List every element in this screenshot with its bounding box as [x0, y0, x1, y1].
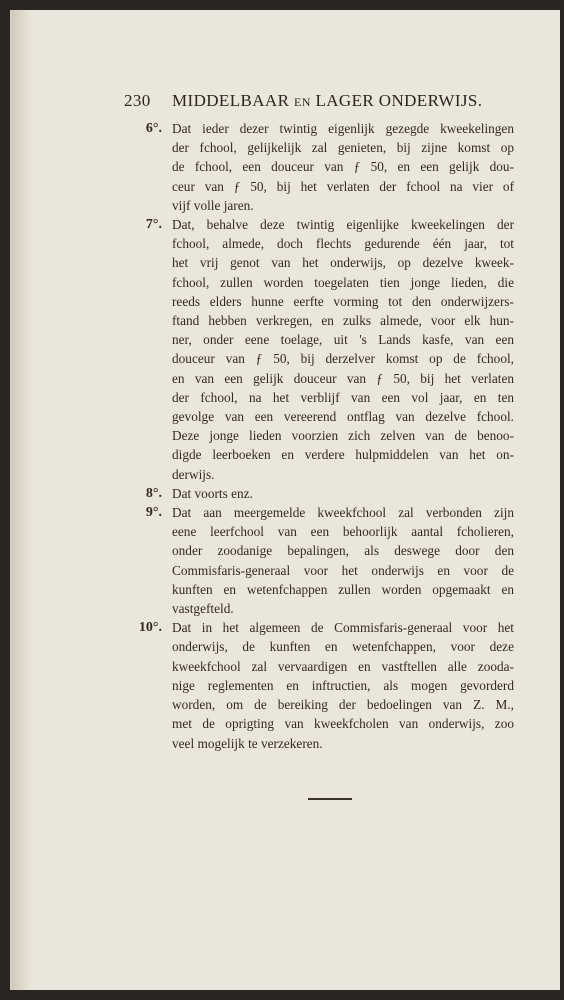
text-line: onder zoodanige bepalingen, als deswege door den [172, 543, 514, 559]
header-title-part1: MIDDELBAAR [172, 91, 290, 110]
text-line: vijf volle jaren. [172, 197, 254, 213]
item-number: 9°. [145, 505, 162, 521]
text-line: Dat voorts enz. [172, 485, 253, 501]
text-line: der fchool, na het verblijf van een vol jaar, en ten [172, 389, 514, 405]
text-line: kweekfchool zal vervaardigen en vastftellen alle zooda- [172, 658, 514, 674]
text-line: met de oprigting van kweekfcholen van onderwijs, zoo [172, 716, 514, 732]
text-line: kunften en wetenfchappen zullen worden opgemaakt en [172, 581, 514, 597]
text-line: de fchool, een douceur van ƒ 50, en een gelijk dou- [172, 159, 514, 175]
article-item [124, 119, 514, 215]
article-item [124, 215, 514, 484]
text-line: Dat aan meergemelde kweekfchool zal verbonden zijn [172, 505, 514, 521]
text-line: eene leerfchool van een behoorlijk aantal fcholieren, [172, 524, 514, 540]
text-line: en van een gelijk douceur van ƒ 50, bij het verlaten [172, 370, 514, 386]
article-item [124, 618, 514, 752]
text-line: derwijs. [172, 466, 215, 482]
article-item [124, 484, 514, 503]
header-title-small: EN [294, 95, 311, 109]
item-number: 10°. [138, 620, 162, 636]
text-line: digde leerboeken en verdere hulpmiddelen van het on- [172, 447, 514, 463]
running-header [124, 91, 504, 111]
text-line: douceur van ƒ 50, bij derzelver komst op de fchool, [172, 351, 514, 367]
text-line: vastgefteld. [172, 601, 234, 617]
text-line: der fchool, gelijkelijk zal genieten, bij zijne komst op [172, 140, 514, 156]
item-number: 7°. [145, 217, 162, 233]
text-line: Dat, behalve deze twintig eigenlijke kweekelingen der [172, 217, 514, 233]
header-title-part2: LAGER ONDERWIJS. [315, 91, 483, 110]
text-line: gevolge van een vereerend ontflag van dezelve fchool. [172, 409, 514, 425]
item-number: 6°. [145, 121, 162, 136]
article-body [124, 119, 514, 753]
text-line: fchool, zullen worden toegelaten tien jonge lieden, die [172, 274, 514, 290]
text-line: nige reglementen en inftructien, als mogen gevorderd [172, 677, 514, 693]
text-line: Commisfaris-generaal voor het onderwijs en voor de [172, 562, 514, 578]
text-line: Dat ieder dezer twintig eigenlijk gezegde kweekelingen [172, 121, 514, 136]
text-line: ner, onder eene toelage, uit 's Lands kasfe, van een [172, 332, 514, 348]
text-line: het vrij genot van het onderwijs, op dezelve kweek- [172, 255, 514, 271]
text-line: fchool, almede, doch flechts gedurende één jaar, tot [172, 236, 514, 252]
page-number: 230 [124, 91, 151, 110]
closing-rule [308, 798, 352, 800]
book-page [10, 10, 560, 990]
text-line: ftand hebben verkregen, en zulks almede, voor elk hun- [172, 313, 514, 329]
text-line: reeds elders hunne eerfte vorming tot den onderwijzers- [172, 293, 514, 309]
text-line: worden, om de bereiking der bedoelingen van Z. M., [172, 697, 514, 713]
article-item [124, 503, 514, 618]
text-line: veel mogelijk te verzekeren. [172, 735, 323, 751]
text-line: onderwijs, de kunften en wetenfchappen, voor deze [172, 639, 514, 655]
page-gutter-shadow [12, 10, 32, 990]
text-line: Dat in het algemeen de Commisfaris-generaal voor het [172, 620, 514, 636]
text-line: ceur van ƒ 50, bij het verlaten der fchool na vier of [172, 178, 514, 194]
item-number: 8°. [145, 485, 162, 501]
text-line: Deze jonge lieden voorzien zich zelven van de benoo- [172, 428, 514, 444]
